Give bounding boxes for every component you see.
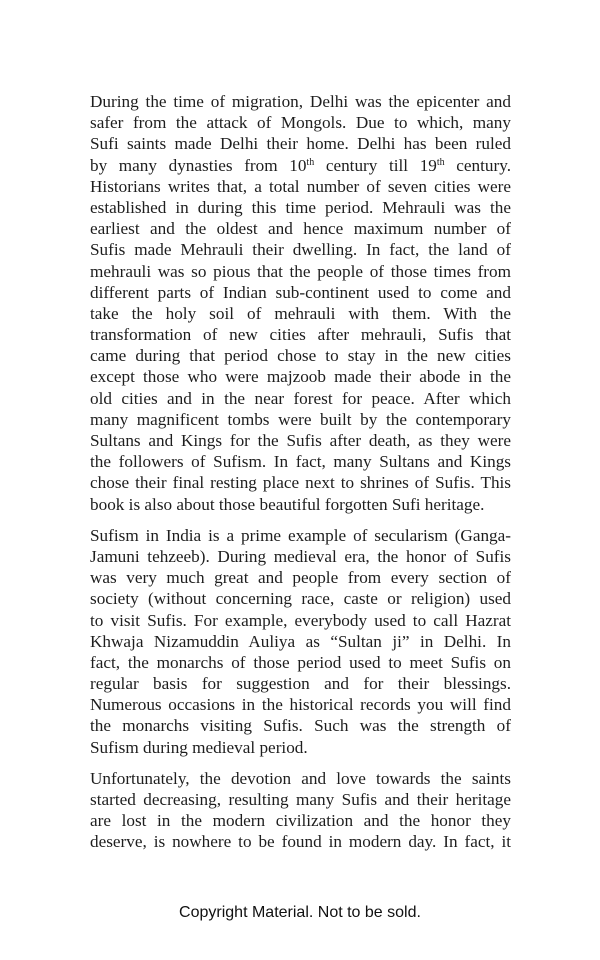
text-line: take the holy soil of mehrauli with them. With the bbox=[90, 303, 511, 323]
text-line-with-superscripts bbox=[90, 155, 511, 176]
text-line: was very much great and people from every section of bbox=[90, 568, 511, 588]
text-line: chose their final resting place next to shrines of Sufis. This bbox=[90, 473, 511, 493]
text-line: started decreasing, resulting many Sufis and their heritage bbox=[90, 790, 511, 809]
text-line: mehrauli was so pious that the people of those times from bbox=[90, 261, 511, 281]
text-line: Khwaja Nizamuddin Auliya as “Sultan ji” in Delhi. In bbox=[90, 631, 511, 651]
text-segment: century. bbox=[444, 155, 512, 175]
text-line: the followers of Sufism. In fact, many Sultans and Kings bbox=[90, 452, 511, 472]
text-line: are lost in the modern civilization and the honor they bbox=[90, 811, 511, 831]
text-line: transformation of new cities after mehrauli, Sufis that bbox=[90, 325, 511, 345]
text-line: except those who were majzoob made their abode in the bbox=[90, 367, 511, 387]
superscript-ordinal: th bbox=[436, 156, 445, 168]
superscript-ordinal: th bbox=[306, 156, 315, 168]
book-page-body bbox=[90, 91, 511, 863]
text-line: fact, the monarchs of those period used to meet Sufis on bbox=[90, 652, 511, 672]
paragraph-1 bbox=[90, 91, 511, 515]
text-line: Sufi saints made Delhi their home. Delhi has been ruled bbox=[90, 134, 511, 154]
text-segment: century till 19 bbox=[314, 155, 437, 175]
text-line: Sufism during medieval period. bbox=[90, 737, 308, 757]
text-line: Sultans and Kings for the Sufis after death, as they were bbox=[90, 431, 511, 450]
text-line: During the time of migration, Delhi was the epicenter and bbox=[90, 92, 511, 111]
text-line: different parts of Indian sub-continent used to come and bbox=[90, 282, 511, 302]
text-line: many magnificent tombs were built by the contemporary bbox=[90, 409, 511, 429]
text-line: Sufis made Mehrauli their dwelling. In fact, the land of bbox=[90, 240, 511, 260]
paragraph-3 bbox=[90, 768, 511, 853]
text-line: society (without concerning race, caste or religion) used bbox=[90, 589, 511, 609]
text-line: established in during this time period. Mehrauli was the bbox=[90, 197, 511, 217]
text-line: earliest and the oldest and hence maximum number of bbox=[90, 219, 511, 239]
copyright-notice: Copyright Material. Not to be sold. bbox=[179, 904, 421, 921]
text-line: Historians writes that, a total number of seven cities were bbox=[90, 176, 511, 196]
text-line: safer from the attack of Mongols. Due to which, many bbox=[90, 113, 511, 133]
text-line: Jamuni tehzeeb). During medieval era, the honor of Sufis bbox=[90, 546, 511, 566]
text-line: Sufism in India is a prime example of secularism (Ganga- bbox=[90, 525, 511, 545]
text-line: old cities and in the near forest for peace. After which bbox=[90, 388, 511, 408]
text-line: regular basis for suggestion and for their blessings. bbox=[90, 674, 511, 694]
text-line: the monarchs visiting Sufis. Such was the strength of bbox=[90, 716, 511, 736]
text-segment: by many dynasties from 10 bbox=[90, 155, 307, 175]
paragraph-2 bbox=[90, 525, 511, 758]
text-line: came during that period chose to stay in the new cities bbox=[90, 346, 511, 366]
text-line: Unfortunately, the devotion and love towards the saints bbox=[90, 768, 511, 788]
text-line: deserve, is nowhere to be found in modern day. In fact, it bbox=[90, 832, 511, 852]
text-line: Numerous occasions in the historical records you will find bbox=[90, 695, 511, 715]
text-line: book is also about those beautiful forgotten Sufi heritage. bbox=[90, 494, 485, 514]
text-line: to visit Sufis. For example, everybody used to call Hazrat bbox=[90, 610, 511, 630]
